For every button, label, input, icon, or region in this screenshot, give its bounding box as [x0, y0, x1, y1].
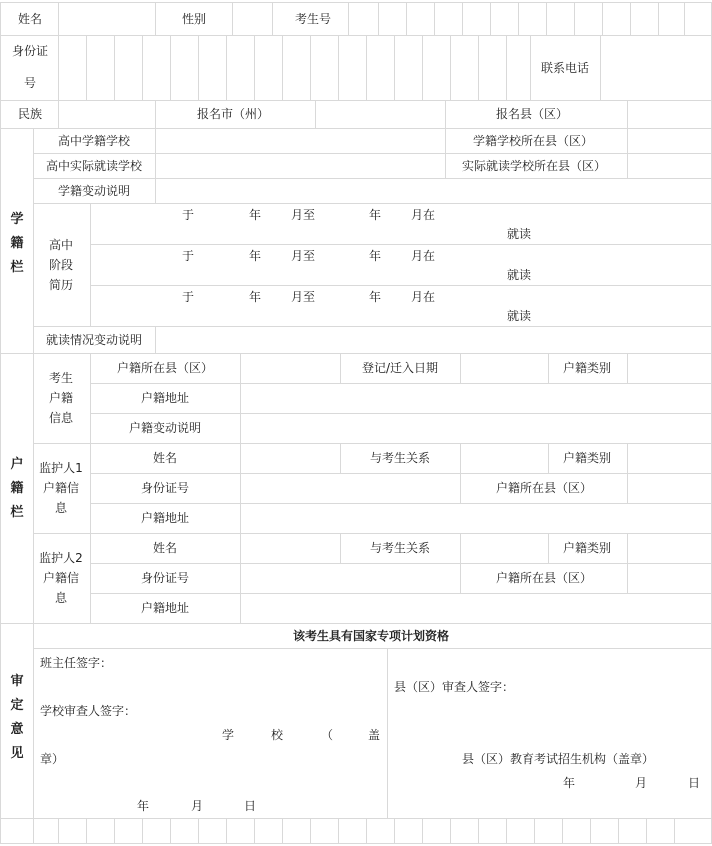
label-actual-school: 高中实际就读学校 — [45, 159, 143, 173]
resume-month-to: 月至 — [290, 249, 316, 263]
school-date-day: 日 — [243, 799, 257, 813]
grid-line — [33, 623, 34, 818]
label-household-address: 户籍地址 — [140, 391, 190, 405]
grid-line — [460, 473, 461, 503]
grid-line — [315, 100, 316, 128]
county-date-month: 月 — [634, 776, 648, 790]
label-student-household-3: 信息 — [48, 411, 74, 425]
school-seal-char-3: （ — [320, 728, 334, 742]
grid-line — [142, 35, 143, 100]
grid-line — [0, 353, 712, 354]
grid-line — [460, 443, 461, 473]
grid-line — [33, 178, 712, 179]
grid-line — [450, 35, 451, 100]
label-city: 报名市（州） — [196, 107, 270, 121]
school-seal-char-1: 学 — [221, 728, 235, 742]
grid-line — [58, 818, 59, 843]
grid-line — [627, 473, 628, 503]
label-school-change-note: 学籍变动说明 — [57, 184, 131, 198]
grid-line — [590, 818, 591, 843]
grid-line — [627, 563, 628, 593]
school-seal-char-4: 盖 — [367, 728, 381, 742]
grid-line — [282, 35, 283, 100]
label-actual-school-county: 实际就读学校所在县（区） — [461, 159, 607, 173]
school-seal-char-5: 章） — [40, 752, 65, 766]
grid-line — [548, 533, 549, 563]
grid-line — [422, 35, 423, 100]
label-id-card: 身份证 — [11, 44, 49, 58]
label-gender: 性别 — [181, 12, 207, 26]
label-guardian2-1: 监护人2 — [39, 551, 83, 565]
grid-line — [434, 2, 435, 35]
label-head-teacher-signature: 班主任签字： — [40, 656, 113, 670]
resume-yu: 于 — [181, 249, 195, 263]
grid-line — [460, 533, 461, 563]
county-date-day: 日 — [687, 776, 701, 790]
school-date-year: 年 — [136, 799, 150, 813]
grid-line — [627, 443, 628, 473]
grid-line — [114, 35, 115, 100]
resume-year: 年 — [368, 249, 382, 263]
label-guardian1-name: 姓名 — [152, 451, 178, 465]
grid-line — [462, 2, 463, 35]
grid-line — [0, 35, 712, 36]
resume-study: 就读 — [506, 268, 532, 282]
section-review-title: 审定意见 — [10, 674, 24, 761]
grid-line — [226, 818, 227, 843]
grid-line — [33, 326, 712, 327]
grid-line — [506, 818, 507, 843]
grid-line — [340, 353, 341, 383]
grid-line — [460, 563, 461, 593]
label-registered-school-county: 学籍学校所在县（区） — [472, 134, 594, 148]
grid-line — [548, 353, 549, 383]
grid-line — [86, 818, 87, 843]
grid-line — [340, 533, 341, 563]
grid-line — [627, 128, 628, 178]
grid-line — [627, 100, 628, 128]
grid-line — [86, 35, 87, 100]
grid-line — [366, 35, 367, 100]
grid-line — [240, 353, 241, 623]
label-resume-1: 高中 — [48, 238, 74, 252]
grid-line — [0, 843, 712, 844]
label-guardian2-3: 息 — [54, 591, 68, 605]
grid-line — [684, 2, 685, 35]
grid-line — [338, 35, 339, 100]
grid-line — [518, 2, 519, 35]
grid-line — [170, 818, 171, 843]
label-exam-office-seal: 县（区）教育考试招生机构（盖章） — [461, 752, 655, 766]
grid-line — [460, 353, 461, 383]
grid-line — [0, 2, 712, 3]
label-guardian2-category: 户籍类别 — [562, 541, 612, 555]
grid-line — [546, 2, 547, 35]
grid-line — [387, 648, 388, 818]
grid-line — [478, 818, 479, 843]
grid-line — [627, 533, 628, 563]
label-registration-date: 登记/迁入日期 — [361, 361, 439, 375]
grid-line — [630, 2, 631, 35]
grid-line — [33, 443, 712, 444]
grid-line — [602, 2, 603, 35]
label-county: 报名县（区） — [495, 107, 569, 121]
grid-line — [574, 2, 575, 35]
grid-line — [198, 35, 199, 100]
resume-month-at: 月在 — [410, 290, 436, 304]
label-county-reviewer-signature: 县（区）审查人签字： — [394, 680, 515, 694]
grid-line — [114, 818, 115, 843]
resume-year: 年 — [248, 208, 262, 222]
grid-line — [646, 818, 647, 843]
grid-line — [254, 818, 255, 843]
label-guardian1-county: 户籍所在县（区） — [495, 481, 593, 495]
grid-line — [33, 153, 712, 154]
label-guardian1-relation: 与考生关系 — [369, 451, 431, 465]
grid-line — [0, 128, 712, 129]
grid-line — [226, 35, 227, 100]
resume-month-to: 月至 — [290, 290, 316, 304]
grid-line — [0, 2, 1, 844]
label-guardian1-address: 户籍地址 — [140, 511, 190, 525]
resume-month-to: 月至 — [290, 208, 316, 222]
resume-year: 年 — [368, 290, 382, 304]
label-ethnicity: 民族 — [17, 107, 43, 121]
label-guardian1-category: 户籍类别 — [562, 451, 612, 465]
grid-line — [232, 2, 233, 35]
grid-line — [0, 100, 712, 101]
grid-line — [348, 2, 349, 35]
grid-line — [90, 503, 712, 504]
grid-line — [282, 818, 283, 843]
label-phone: 联系电话 — [540, 61, 590, 75]
grid-line — [142, 818, 143, 843]
resume-month-at: 月在 — [410, 208, 436, 222]
grid-line — [90, 244, 712, 245]
grid-line — [90, 473, 712, 474]
grid-line — [548, 443, 549, 473]
label-exam-number: 考生号 — [294, 12, 332, 26]
label-guardian2-name: 姓名 — [152, 541, 178, 555]
label-guardian2-2: 户籍信 — [42, 571, 80, 585]
school-date-month: 月 — [190, 799, 204, 813]
grid-line — [478, 35, 479, 100]
label-guardian2-address: 户籍地址 — [140, 601, 190, 615]
grid-line — [90, 593, 712, 594]
grid-line — [618, 818, 619, 843]
grid-line — [58, 35, 59, 100]
label-name: 姓名 — [17, 12, 43, 26]
label-guardian2-id: 身份证号 — [140, 571, 190, 585]
grid-line — [394, 35, 395, 100]
label-guardian1-2: 户籍信 — [42, 481, 80, 495]
grid-line — [658, 2, 659, 35]
section-school-title: 学籍栏 — [10, 212, 24, 275]
label-guardian1-1: 监护人1 — [39, 461, 83, 475]
grid-line — [562, 818, 563, 843]
resume-year: 年 — [248, 290, 262, 304]
resume-month-at: 月在 — [410, 249, 436, 263]
grid-line — [394, 818, 395, 843]
resume-study: 就读 — [506, 227, 532, 241]
grid-line — [90, 203, 91, 326]
grid-line — [450, 818, 451, 843]
grid-line — [198, 818, 199, 843]
label-guardian2-county: 户籍所在县（区） — [495, 571, 593, 585]
label-resume-3: 简历 — [48, 278, 74, 292]
grid-line — [170, 35, 171, 100]
grid-line — [310, 818, 311, 843]
grid-line — [674, 818, 675, 843]
label-id-card-2: 号 — [23, 76, 37, 90]
grid-line — [530, 35, 531, 100]
label-student-household-1: 考生 — [48, 371, 74, 385]
grid-line — [33, 203, 712, 204]
resume-yu: 于 — [181, 290, 195, 304]
label-guardian1-id: 身份证号 — [140, 481, 190, 495]
resume-year: 年 — [368, 208, 382, 222]
grid-line — [90, 353, 91, 623]
grid-line — [0, 623, 712, 624]
grid-line — [155, 100, 156, 128]
label-household-county: 户籍所在县（区） — [116, 361, 214, 375]
grid-line — [338, 818, 339, 843]
grid-line — [445, 128, 446, 178]
label-student-household-2: 户籍 — [48, 391, 74, 405]
county-date-year: 年 — [562, 776, 576, 790]
resume-year: 年 — [248, 249, 262, 263]
grid-line — [506, 35, 507, 100]
grid-line — [0, 818, 712, 819]
grid-line — [90, 383, 712, 384]
label-school-reviewer-signature: 学校审查人签字： — [40, 704, 137, 718]
label-guardian1-3: 息 — [54, 501, 68, 515]
grid-line — [627, 353, 628, 383]
grid-line — [534, 818, 535, 843]
grid-line — [155, 2, 156, 35]
grid-line — [254, 35, 255, 100]
school-seal-char-2: 校 — [270, 728, 284, 742]
grid-line — [490, 2, 491, 35]
label-attendance-change-note: 就读情况变动说明 — [45, 333, 143, 347]
grid-line — [58, 100, 59, 128]
resume-study: 就读 — [506, 309, 532, 323]
grid-line — [340, 443, 341, 473]
grid-line — [310, 35, 311, 100]
qualification-statement: 该考生具有国家专项计划资格 — [292, 629, 450, 643]
grid-line — [422, 818, 423, 843]
grid-line — [155, 128, 156, 203]
resume-yu: 于 — [181, 208, 195, 222]
label-registered-school: 高中学籍学校 — [57, 134, 131, 148]
grid-line — [155, 326, 156, 353]
section-household-title: 户籍栏 — [10, 457, 24, 520]
grid-line — [58, 2, 59, 35]
grid-line — [33, 818, 34, 843]
grid-line — [90, 563, 712, 564]
label-household-change-note: 户籍变动说明 — [128, 421, 202, 435]
grid-line — [33, 533, 712, 534]
grid-line — [33, 128, 34, 623]
grid-line — [600, 35, 601, 100]
grid-line — [366, 818, 367, 843]
label-resume-2: 阶段 — [48, 258, 74, 272]
grid-line — [90, 413, 712, 414]
grid-line — [90, 285, 712, 286]
grid-line — [33, 648, 712, 649]
grid-line — [272, 2, 273, 35]
label-household-category: 户籍类别 — [562, 361, 612, 375]
label-guardian2-relation: 与考生关系 — [369, 541, 431, 555]
grid-line — [445, 100, 446, 128]
grid-line — [378, 2, 379, 35]
grid-line — [406, 2, 407, 35]
